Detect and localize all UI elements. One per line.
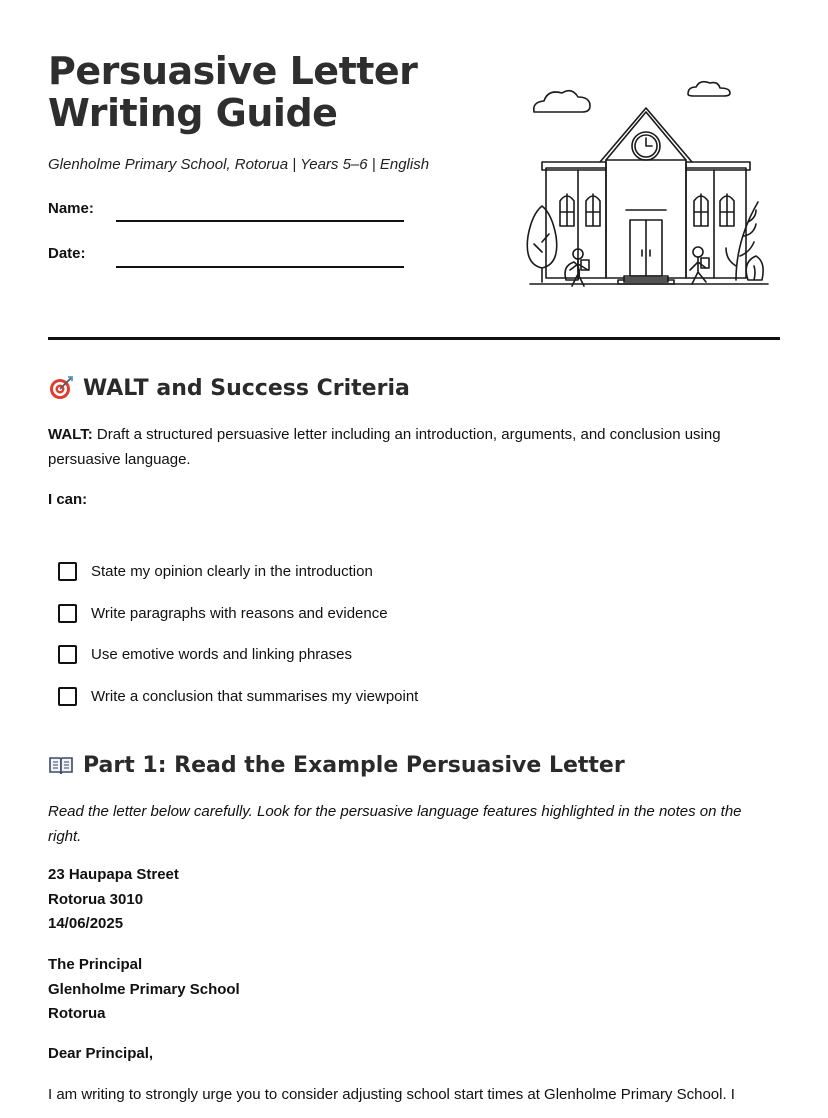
recipient-title: The Principal <box>48 956 143 973</box>
name-label: Name: <box>48 200 94 217</box>
title-line-1: Persuasive Letter <box>48 49 418 93</box>
sender-address <box>48 863 179 937</box>
criteria-text: Use emotive words and linking phrases <box>91 646 352 664</box>
criteria-checkbox[interactable] <box>58 604 77 623</box>
criteria-item <box>58 593 418 635</box>
date-label: Date: <box>48 245 86 262</box>
cloud-left-icon <box>534 91 590 112</box>
criteria-text: Write a conclusion that summarises my viewpoint <box>91 687 419 705</box>
walt-text: Draft a structured persuasive letter including an introduction, arguments, and conclusion using persuasive language. <box>48 426 721 468</box>
recipient-school: Glenholme Primary School <box>48 980 240 998</box>
subtitle: Glenholme Primary School, Rotorua | Years 5–6 | English <box>48 156 430 173</box>
date-field-line[interactable] <box>116 266 404 268</box>
page-title <box>48 50 468 134</box>
recipient-address <box>48 953 240 1027</box>
sender-city: Rotorua 3010 <box>48 890 144 908</box>
name-field-line[interactable] <box>116 220 404 222</box>
student-right-icon <box>690 257 706 284</box>
walt-label: WALT: <box>48 426 93 443</box>
criteria-checkbox[interactable] <box>58 562 77 581</box>
criteria-item <box>58 676 418 718</box>
walt-statement <box>48 422 768 472</box>
success-criteria-list <box>58 551 418 717</box>
part1-heading <box>48 752 625 778</box>
open-book-icon <box>48 752 74 778</box>
tree-icon <box>527 206 556 282</box>
recipient-city: Rotorua <box>48 1005 106 1022</box>
part1-instructions: Read the letter below carefully. Look for the persuasive language features highlighted in the notes on the right. <box>48 803 742 845</box>
target-icon <box>48 375 74 401</box>
cloud-right-icon <box>688 82 730 96</box>
part1-heading-text: Part 1: Read the Example Persuasive Letter <box>83 752 625 778</box>
plant-icon <box>726 202 758 280</box>
sender-street: 23 Haupapa Street <box>48 866 179 883</box>
school-building-illustration <box>522 76 774 298</box>
criteria-text: Write paragraphs with reasons and evidence <box>91 604 388 622</box>
criteria-checkbox[interactable] <box>58 645 77 664</box>
criteria-text: State my opinion clearly in the introduction <box>91 563 373 581</box>
criteria-item <box>58 551 418 593</box>
letter-date: 14/06/2025 <box>48 915 124 932</box>
section-divider <box>48 337 780 340</box>
letter-body: I am writing to strongly urge you to consider adjusting school start times at Glenholme Primary School. I <box>48 1086 735 1103</box>
ican-label: I can: <box>48 491 88 508</box>
criteria-checkbox[interactable] <box>58 687 77 706</box>
walt-heading-text: WALT and Success Criteria <box>83 375 410 401</box>
title-line-2: Writing Guide <box>48 91 338 135</box>
criteria-item <box>58 634 418 676</box>
walt-heading <box>48 375 410 401</box>
salutation: Dear Principal, <box>48 1045 154 1062</box>
